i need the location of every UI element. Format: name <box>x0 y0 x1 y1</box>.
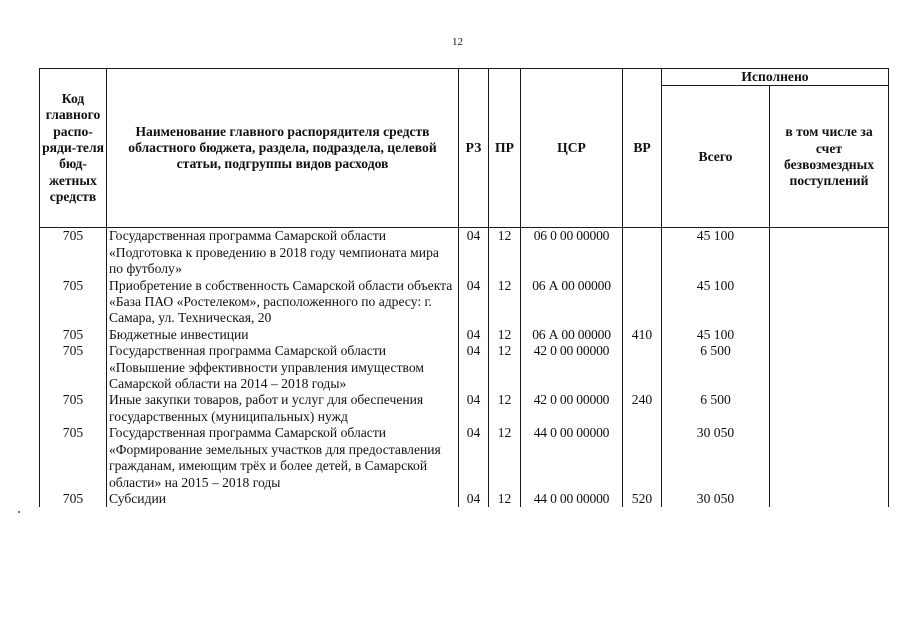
row-name: Государственная программа Самарской области «Подготовка к проведению в 2018 году чемпионата мира по футболу» <box>107 228 459 278</box>
row-pr: 12 <box>489 491 521 507</box>
row-vr: 520 <box>623 491 662 507</box>
row-rz: 04 <box>459 392 489 425</box>
header-executed: Исполнено <box>662 69 889 86</box>
row-code: 705 <box>40 491 107 507</box>
row-csr: 42 0 00 00000 <box>521 343 623 392</box>
row-total: 45 100 <box>662 327 770 343</box>
row-pr: 12 <box>489 392 521 425</box>
row-csr: 06 А 00 00000 <box>521 278 623 327</box>
row-code: 705 <box>40 278 107 327</box>
row-rz: 04 <box>459 228 489 278</box>
row-pr: 12 <box>489 278 521 327</box>
row-name: Иные закупки товаров, работ и услуг для обеспечения государственных (муниципальных) нужд <box>107 392 459 425</box>
scan-artifact <box>18 511 20 513</box>
row-pr: 12 <box>489 327 521 343</box>
table-row <box>40 392 889 425</box>
row-total: 30 050 <box>662 491 770 507</box>
header-name: Наименование главного распорядителя средств областного бюджета, раздела, подраздела, целевой статьи, подгруппы видов расходов <box>107 69 459 228</box>
table-row <box>40 491 889 507</box>
row-csr: 44 0 00 00000 <box>521 425 623 491</box>
row-name: Государственная программа Самарской области «Формирование земельных участков для предоставления гражданам, имеющим трёх и более детей, в Самарской области» на 2015 – 2018 годы <box>107 425 459 491</box>
row-total: 45 100 <box>662 228 770 278</box>
row-csr: 06 А 00 00000 <box>521 327 623 343</box>
row-total: 6 500 <box>662 392 770 425</box>
row-code: 705 <box>40 228 107 278</box>
row-csr: 06 0 00 00000 <box>521 228 623 278</box>
row-rz: 04 <box>459 343 489 392</box>
header-gratuitous: в том числе за счет безвозмездных поступлений <box>770 86 889 228</box>
row-gratuitous <box>770 491 889 507</box>
row-csr: 44 0 00 00000 <box>521 491 623 507</box>
row-pr: 12 <box>489 425 521 491</box>
header-rz: РЗ <box>459 69 489 228</box>
row-total: 45 100 <box>662 278 770 327</box>
budget-table <box>39 68 889 507</box>
row-code: 705 <box>40 327 107 343</box>
row-rz: 04 <box>459 327 489 343</box>
table-row <box>40 425 889 491</box>
row-name: Бюджетные инвестиции <box>107 327 459 343</box>
row-vr <box>623 425 662 491</box>
row-csr: 42 0 00 00000 <box>521 392 623 425</box>
row-vr <box>623 278 662 327</box>
row-rz: 04 <box>459 425 489 491</box>
row-pr: 12 <box>489 228 521 278</box>
row-name: Субсидии <box>107 491 459 507</box>
header-csr: ЦСР <box>521 69 623 228</box>
row-vr <box>623 228 662 278</box>
row-code: 705 <box>40 343 107 392</box>
row-code: 705 <box>40 392 107 425</box>
row-total: 30 050 <box>662 425 770 491</box>
table-row <box>40 327 889 343</box>
row-name: Приобретение в собственность Самарской области объекта «База ПАО «Ростелеком», расположенного по адресу: г. Самара, ул. Техническая, 20 <box>107 278 459 327</box>
row-gratuitous <box>770 278 889 327</box>
row-name: Государственная программа Самарской области «Повышение эффективности управления имуществом Самарской области на 2014 – 2018 годы» <box>107 343 459 392</box>
row-gratuitous <box>770 425 889 491</box>
row-vr: 410 <box>623 327 662 343</box>
header-code: Код главного распо-ряди-теля бюд-жетных средств <box>40 69 107 228</box>
row-code: 705 <box>40 425 107 491</box>
table-row <box>40 343 889 392</box>
row-pr: 12 <box>489 343 521 392</box>
row-gratuitous <box>770 392 889 425</box>
row-gratuitous <box>770 327 889 343</box>
row-rz: 04 <box>459 278 489 327</box>
row-gratuitous <box>770 343 889 392</box>
header-vr: ВР <box>623 69 662 228</box>
row-gratuitous <box>770 228 889 278</box>
row-vr <box>623 343 662 392</box>
row-total: 6 500 <box>662 343 770 392</box>
header-pr: ПР <box>489 69 521 228</box>
table-row <box>40 228 889 278</box>
header-total: Всего <box>662 86 770 228</box>
row-vr: 240 <box>623 392 662 425</box>
table-row <box>40 278 889 327</box>
row-rz: 04 <box>459 491 489 507</box>
page-number: 12 <box>452 36 463 48</box>
